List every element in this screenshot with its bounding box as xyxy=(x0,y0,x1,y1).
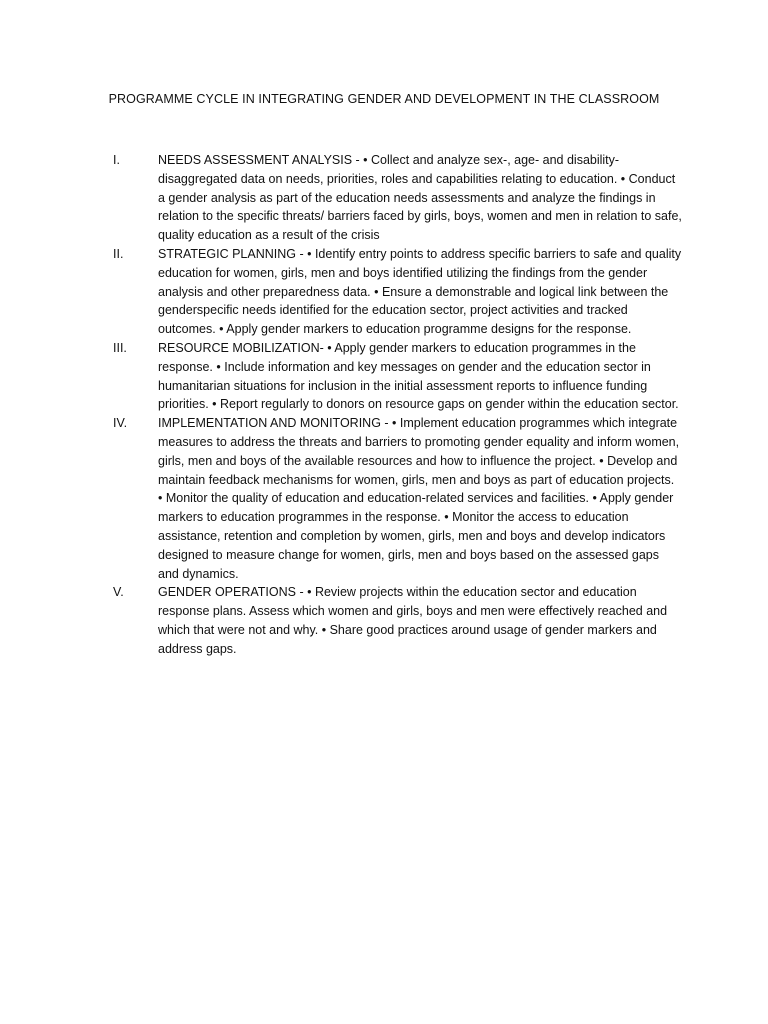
section-gender-operations xyxy=(0,583,768,658)
section-numeral: II. xyxy=(113,246,124,261)
section-text: STRATEGIC PLANNING - • Identify entry points to address specific barriers to safe and quality education for women, girls, men and boys identified utilizing the findings from the gender analysis and other preparedness data. • Ensure a demonstrable and logical link between the genderspecific needs identified for the education sector, project activities and tracked outcomes. • Apply gender markers to education programme designs for the response. xyxy=(158,246,682,337)
document-title: PROGRAMME CYCLE IN INTEGRATING GENDER AND DEVELOPMENT IN THE CLASSROOM xyxy=(108,92,660,106)
section-numeral: I. xyxy=(113,153,120,167)
section-implementation-monitoring xyxy=(0,414,768,583)
section-needs-assessment xyxy=(0,151,768,245)
section-text: RESOURCE MOBILIZATION- • Apply gender markers to education programmes in the response. • Include information and key messages on gender and the education sector in humanitarian situations for inclusion in the initial assessment reports to influence funding priorities. • Report regularly to donors on resource gaps on gender within the education sector. xyxy=(158,340,679,412)
section-list xyxy=(0,151,768,659)
section-text: NEEDS ASSESSMENT ANALYSIS - • Collect and analyze sex-, age- and disability-disaggregated data on needs, priorities, roles and capabilities relating to education. • Conduct a gender analysis as part of the education needs assessments and analyze the findings in relation to the specific threats/ barriers faced by girls, boys, women and men in relation to safe, quality education as a result of the crisis xyxy=(158,153,682,243)
section-numeral: IV. xyxy=(113,416,128,431)
section-numeral: III. xyxy=(113,340,127,355)
section-text: GENDER OPERATIONS - • Review projects within the education sector and education response plans. Assess which women and girls, boys and men were effectively reached and which that were not and why. • Share good practices around usage of gender markers and address gaps. xyxy=(158,585,668,656)
section-numeral: V. xyxy=(113,585,124,600)
section-text: IMPLEMENTATION AND MONITORING - • Implement education programmes which integrate measures to address the threats and barriers to promoting gender equality and inform women, girls, men and boys of the available resources and how to influence the project. • Develop and maintain feedback mechanisms for women, girls, men and boys as part of education projects. • Monitor the quality of education and education-related services and facilities. • Apply gender markers to education programmes in the response. • Monitor the access to education assistance, retention and completion by women, girls, men and boys and develop indicators designed to measure change for women, girls, men and boys based on the assessed gaps and dynamics. xyxy=(158,416,680,581)
section-resource-mobilization xyxy=(0,339,768,414)
section-strategic-planning xyxy=(0,245,768,339)
